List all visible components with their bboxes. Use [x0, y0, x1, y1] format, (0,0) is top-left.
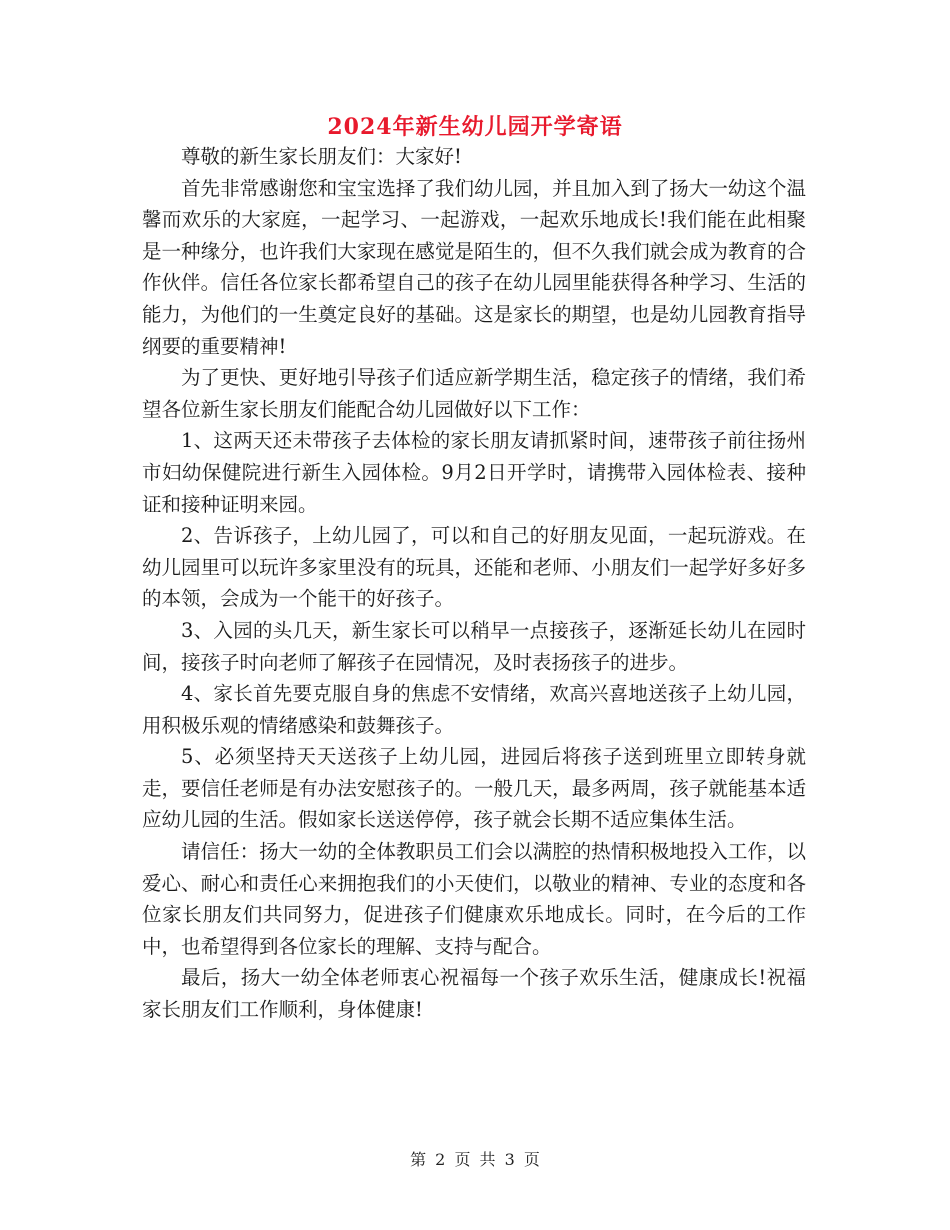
page-title: 2024年新生幼儿园开学寄语	[327, 114, 623, 140]
page-number-footer: 第 2 页 共 3 页	[410, 1150, 540, 1169]
document-body	[142, 141, 806, 1026]
list-item: 3、入园的头几天，新生家长可以稍早一点接孩子，逐渐延长幼儿在园时间，接孩子时向老师了解孩子在园情况，及时表扬孩子的进步。	[142, 618, 806, 674]
list-item: 5、必须坚持天天送孩子上幼儿园，进园后将孩子送到班里立即转身就走，要信任老师是有办法安慰孩子的。一般几天，最多两周，孩子就能基本适应幼儿园的生活。假如家长送送停停，孩子就会长期不适应集体生活。	[142, 745, 806, 832]
list-item: 4、家长首先要克服自身的焦虑不安情绪，欢高兴喜地送孩子上幼儿园，用积极乐观的情绪感染和鼓舞孩子。	[142, 682, 806, 737]
body-paragraph: 请信任：扬大一幼的全体教职员工们会以满腔的热情积极地投入工作，以爱心、耐心和责任心来拥抱我们的小天使们，以敬业的精神、专业的态度和各位家长朋友们共同努力，促进孩子们健康欢乐地成长。同时，在今后的工作中，也希望得到各位家长的理解、支持与配合。	[142, 840, 806, 958]
list-item: 1、这两天还未带孩子去体检的家长朋友请抓紧时间，速带孩子前往扬州市妇幼保健院进行新生入园体检。9月2日开学时，请携带入园体检表、接种证和接种证明来园。	[142, 429, 806, 516]
body-paragraph: 为了更快、更好地引导孩子们适应新学期生活，稳定孩子的情绪，我们希望各位新生家长朋友们能配合幼儿园做好以下工作：	[142, 366, 806, 421]
list-item: 2、告诉孩子，上幼儿园了，可以和自己的好朋友见面，一起玩游戏。在幼儿园里可以玩许多家里没有的玩具，还能和老师、小朋友们一起学好多好多的本领，会成为一个能干的好孩子。	[142, 524, 806, 611]
greeting-paragraph: 尊敬的新生家长朋友们：大家好!	[181, 145, 462, 168]
closing-paragraph: 最后，扬大一幼全体老师衷心祝福每一个孩子欢乐生活，健康成长!祝福家长朋友们工作顺利，身体健康!	[142, 966, 806, 1022]
body-paragraph: 首先非常感谢您和宝宝选择了我们幼儿园，并且加入到了扬大一幼这个温馨而欢乐的大家庭，一起学习、一起游戏，一起欢乐地成长!我们能在此相聚是一种缘分，也许我们大家现在感觉是陌生的，但不久我们就会成为教育的合作伙伴。信任各位家长都希望自己的孩子在幼儿园里能获得各种学习、生活的能力，为他们的一生奠定良好的基础。这是家长的期望，也是幼儿园教育指导纲要的重要精神!	[142, 176, 806, 358]
